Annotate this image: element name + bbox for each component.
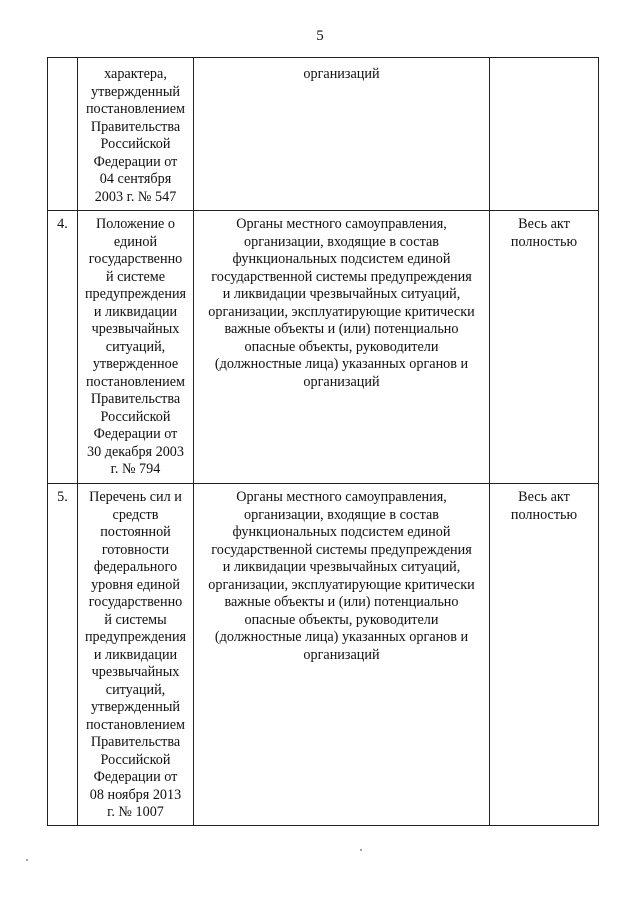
act-title: характера, утвержденный постановлением Правительства Российской Федерации от 04 сентября 2003 г. № 547 [85,66,186,205]
scope-cell [490,58,599,211]
subjects-text: Органы местного самоуправления, организации, входящие в состав функциональных подсистем единой государственной системы предупреждения и ликвидации чрезвычайных ситуаций, организации, эксплуатирующие критически важные объекты и (или) потенциально опасные объекты, руководители (должностные лица) указанных органов и организаций [208,489,475,663]
act-cell [78,211,194,484]
table-row [48,211,599,484]
table-row [48,484,599,826]
act-title: Положение о единой государственно й системе предупреждения и ликвидации чрезвычайных ситуаций, утвержденное постановлением Правительства Российской Федерации от 30 декабря 2003 г. № 794 [84,216,187,477]
page-number: 5 [316,28,324,44]
row-number: 5. [57,489,68,505]
act-cell [78,58,194,211]
row-number-cell [48,211,78,484]
row-number-cell [48,484,78,826]
row-number-cell [48,58,78,211]
subjects-text: Органы местного самоуправления, организации, входящие в состав функциональных подсистем единой государственной системы предупреждения и ликвидации чрезвычайных ситуаций, организации, эксплуатирующие критически важные объекты и (или) потенциально опасные объекты, руководители (должностные лица) указанных органов и организаций [208,216,475,390]
requirements-table [47,57,599,826]
scope-cell [490,211,599,484]
subjects-cell [194,484,490,826]
scope-text [490,58,598,69]
act-cell [78,484,194,826]
scan-speck [360,849,362,851]
scan-speck [26,859,28,861]
subjects-text: организаций [303,66,380,82]
subjects-cell [194,211,490,484]
scope-cell [490,484,599,826]
table-row [48,58,599,211]
scope-text: Весь акт полностью [510,489,578,523]
row-number [48,58,77,69]
subjects-cell [194,58,490,211]
act-title: Перечень сил и средств постоянной готовности федерального уровня единой государственно й системы предупреждения и ликвидации чрезвычайных ситуаций, утвержденный постановлением Правительства Российской Федерации от 08 ноября 2013 г. № 1007 [84,489,187,820]
row-number: 4. [57,216,68,232]
scope-text: Весь акт полностью [510,216,578,250]
